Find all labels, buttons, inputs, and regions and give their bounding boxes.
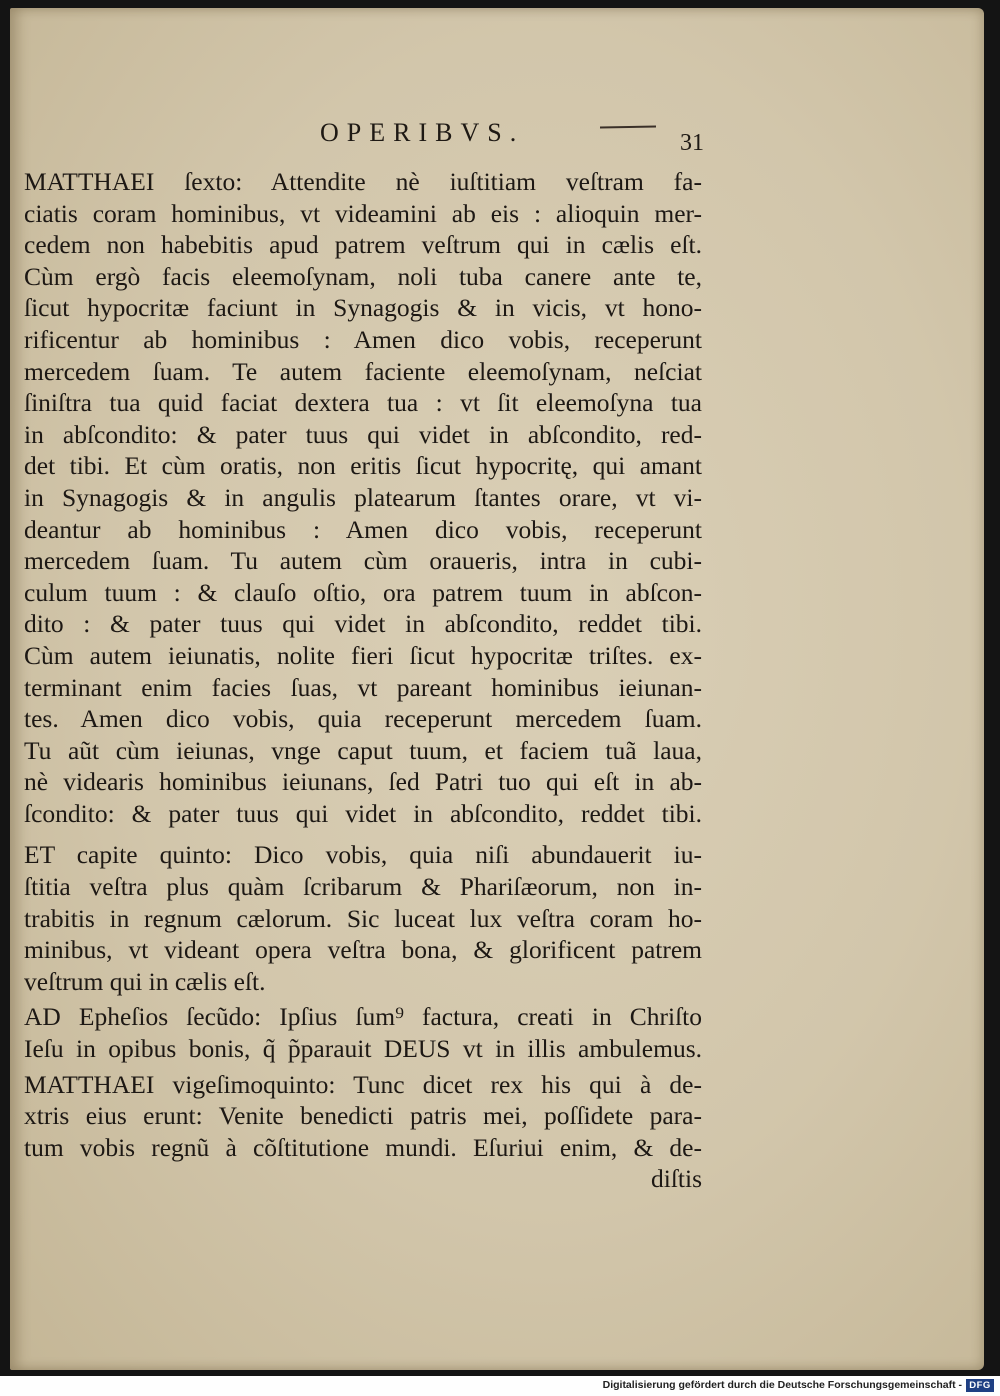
paragraph bbox=[24, 839, 702, 997]
text-line: MATTHAEI vigeſimoquinto: Tunc dicet rex his qui à de- bbox=[24, 1069, 702, 1099]
running-head: OPERIBVS. bbox=[320, 118, 525, 147]
text-line: in Synagogis & in angulis platearum ſtantes orare, vt vi- bbox=[24, 482, 702, 512]
text-line: xtris eius erunt: Venite benedicti patris mei, poſſidete para- bbox=[24, 1101, 702, 1131]
text-line: Cùm ergò facis eleemoſynam, noli tuba canere ante te, bbox=[24, 261, 702, 291]
paragraph bbox=[24, 1069, 702, 1195]
body-text bbox=[24, 166, 702, 1195]
dfg-logo: DFG bbox=[966, 1379, 994, 1392]
text-line: tum vobis regnũ à cõſtitutione mundi. Eſuriui enim, & de- bbox=[24, 1132, 702, 1162]
book-page bbox=[10, 8, 984, 1370]
text-line: ET capite quinto: Dico vobis, quia niſi abundauerit iu- bbox=[24, 840, 702, 870]
text-line: nè videaris hominibus ieiunans, ſed Patri tuo qui eſt in ab- bbox=[24, 767, 702, 797]
text-line: ſiniſtra tua quid faciat dextera tua : vt ſit eleemoſyna tua bbox=[24, 388, 702, 418]
catchword: diſtis bbox=[650, 1164, 702, 1194]
text-line: deantur ab hominibus : Amen dico vobis, receperunt bbox=[24, 514, 702, 544]
text-line: in abſcondito: & pater tuus qui videt in abſcondito, red- bbox=[24, 419, 702, 449]
text-line: terminant enim facies ſuas, vt pareant hominibus ieiunan- bbox=[24, 672, 702, 702]
text-line: rificentur ab hominibus : Amen dico vobis, receperunt bbox=[24, 324, 702, 354]
text-line: culum tuum : & clauſo oſtio, ora patrem tuum in abſcon- bbox=[24, 577, 702, 607]
text-line: mercedem ſuam. Tu autem cùm oraueris, intra in cubi- bbox=[24, 546, 702, 576]
text-line: trabitis in regnum cælorum. Sic luceat lux veſtra coram ho- bbox=[24, 903, 702, 933]
paragraph bbox=[24, 1001, 702, 1064]
head-ornament-rule bbox=[600, 126, 656, 129]
text-line: MATTHAEI ſexto: Attendite nè iuſtitiam veſtram fa- bbox=[24, 167, 702, 196]
text-line: ſicut hypocritæ faciunt in Synagogis & in vicis, vt hono- bbox=[24, 293, 702, 323]
text-line: minibus, vt videant opera veſtra bona, & glorificent patrem bbox=[24, 935, 702, 965]
text-line: Ieſu in opibus bonis, q̃ p̃parauit DEUS vt in illis ambulemus. bbox=[24, 1034, 702, 1064]
text-line: mercedem ſuam. Te autem faciente eleemoſynam, neſciat bbox=[24, 356, 702, 386]
page-number: 31 bbox=[680, 130, 704, 156]
text-line: ſtitia veſtra plus quàm ſcribarum & Phariſæorum, non in- bbox=[24, 872, 702, 902]
text-line: Cùm autem ieiunatis, nolite fieri ſicut hypocritæ triſtes. ex- bbox=[24, 640, 702, 670]
text-line: AD Epheſios ſecũdo: Ipſius ſum⁹ factura, creati in Chriſto bbox=[24, 1002, 702, 1032]
funding-credit: Digitalisierung gefördert durch die Deutsche Forschungsgemeinschaft - bbox=[602, 1379, 962, 1391]
text-line: ciatis coram hominibus, vt videamini ab eis : alioquin mer- bbox=[24, 198, 702, 228]
text-line: ſcondito: & pater tuus qui videt in abſcondito, reddet tibi. bbox=[24, 798, 702, 828]
paragraph bbox=[24, 166, 702, 829]
text-line: Tu aũt cùm ieiunas, vnge caput tuum, et faciem tuã laua, bbox=[24, 735, 702, 765]
text-line: dito : & pater tuus qui videt in abſcondito, reddet tibi. bbox=[24, 609, 702, 639]
text-line: cedem non habebitis apud patrem veſtrum qui in cælis eſt. bbox=[24, 230, 702, 260]
text-line: tes. Amen dico vobis, quia receperunt mercedem ſuam. bbox=[24, 704, 702, 734]
text-line: det tibi. Et cùm oratis, non eritis ſicut hypocritę, qui amant bbox=[24, 451, 702, 481]
digitization-footer bbox=[0, 1376, 1000, 1396]
text-line: veſtrum qui in cælis eſt. bbox=[24, 966, 266, 996]
